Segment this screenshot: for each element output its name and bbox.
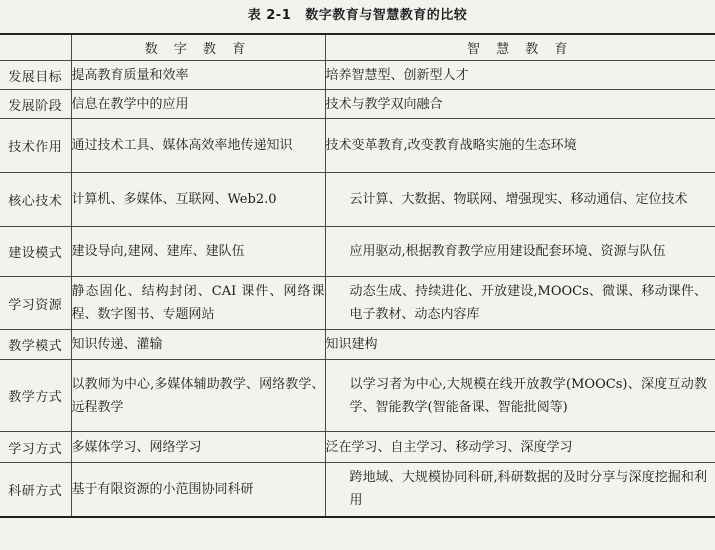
digital-cell: 信息在教学中的应用 [71, 90, 325, 119]
row-label: 发展阶段 [0, 90, 71, 119]
digital-cell: 通过技术工具、媒体高效率地传递知识 [71, 119, 325, 173]
smart-cell: 跨地域、大规模协同科研,科研数据的及时分享与深度挖掘和利用 [325, 463, 715, 517]
digital-cell: 建设导向,建网、建库、建队伍 [71, 227, 325, 277]
table-row [0, 173, 715, 227]
digital-cell: 多媒体学习、网络学习 [71, 432, 325, 463]
table-row [0, 432, 715, 463]
smart-cell: 泛在学习、自主学习、移动学习、深度学习 [325, 432, 715, 463]
table-number: 表 2-1 [247, 8, 292, 23]
comparison-table [0, 33, 715, 518]
row-label: 核心技术 [0, 173, 71, 227]
table-row [0, 330, 715, 360]
row-label: 教学模式 [0, 330, 71, 360]
table-title: 数字教育与智慧教育的比较 [305, 8, 468, 23]
table-row [0, 61, 715, 90]
table-row [0, 463, 715, 517]
digital-cell: 基于有限资源的小范围协同科研 [71, 463, 325, 517]
header-digital-education: 数 字 教 育 [71, 34, 325, 61]
table-caption [0, 0, 715, 32]
digital-cell: 计算机、多媒体、互联网、Web2.0 [71, 173, 325, 227]
row-label: 发展目标 [0, 61, 71, 90]
row-label: 建设模式 [0, 227, 71, 277]
smart-cell: 技术与教学双向融合 [325, 90, 715, 119]
smart-cell: 知识建构 [325, 330, 715, 360]
row-label: 科研方式 [0, 463, 71, 517]
header-row [0, 34, 715, 61]
table-row [0, 277, 715, 330]
row-label: 学习资源 [0, 277, 71, 330]
row-label: 教学方式 [0, 360, 71, 432]
table-row [0, 227, 715, 277]
digital-cell: 静态固化、结构封闭、CAI 课件、网络课程、数字图书、专题网站 [71, 277, 325, 330]
table-row [0, 119, 715, 173]
header-blank [0, 34, 71, 61]
digital-cell: 提高教育质量和效率 [71, 61, 325, 90]
smart-cell: 培养智慧型、创新型人才 [325, 61, 715, 90]
table-row [0, 90, 715, 119]
smart-cell: 云计算、大数据、物联网、增强现实、移动通信、定位技术 [325, 173, 715, 227]
table-row [0, 360, 715, 432]
smart-cell: 动态生成、持续进化、开放建设,MOOCs、微课、移动课件、电子教材、动态内容库 [325, 277, 715, 330]
digital-cell: 以教师为中心,多媒体辅助教学、网络教学、远程教学 [71, 360, 325, 432]
smart-cell: 应用驱动,根据教育教学应用建设配套环境、资源与队伍 [325, 227, 715, 277]
row-label: 技术作用 [0, 119, 71, 173]
smart-cell: 技术变革教育,改变教育战略实施的生态环境 [325, 119, 715, 173]
header-smart-education: 智 慧 教 育 [325, 34, 715, 61]
digital-cell: 知识传递、灌输 [71, 330, 325, 360]
smart-cell: 以学习者为中心,大规模在线开放教学(MOOCs)、深度互动教学、智能教学(智能备课、智能批阅等) [325, 360, 715, 432]
row-label: 学习方式 [0, 432, 71, 463]
